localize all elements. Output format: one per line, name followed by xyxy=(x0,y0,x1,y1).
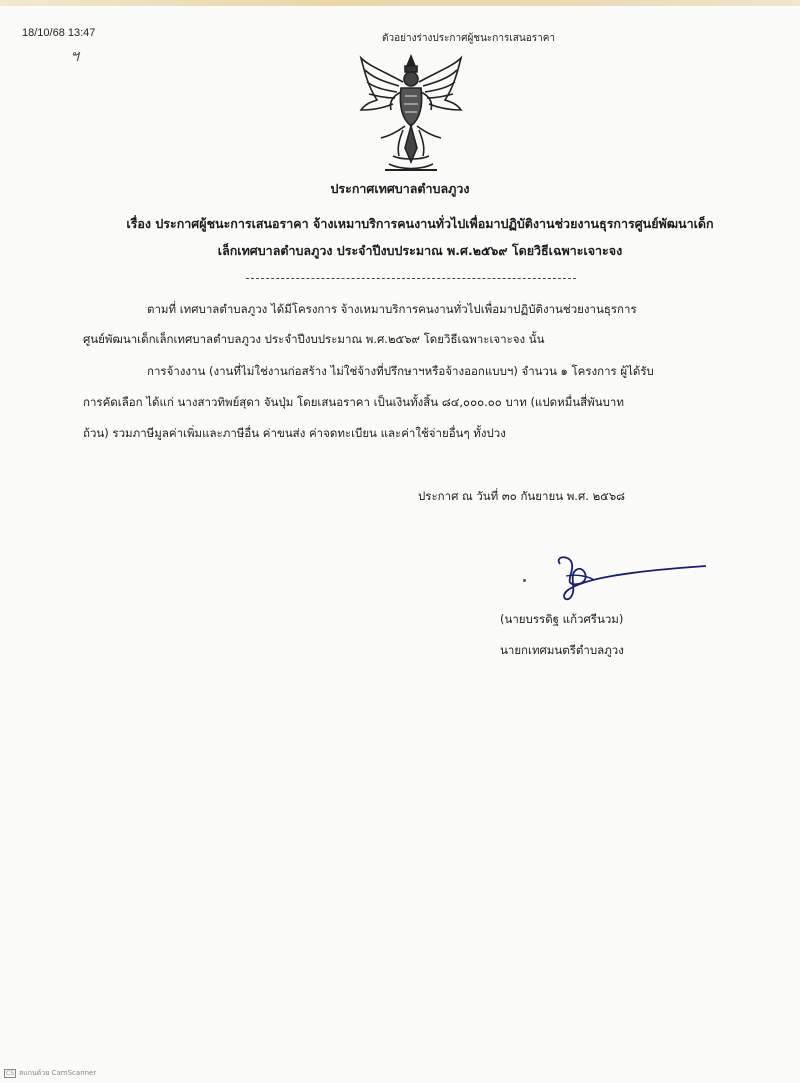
paragraph-2-line-2: การคัดเลือก ได้แก่ นางสาวทิพย์สุดา จันปุ่ม โดยเสนอราคา เป็นเงินทั้งสิ้น ๘๔,๐๐๐.๐๐ บาท (แปดหมื่นสี่พันบาท xyxy=(83,395,624,409)
garuda-emblem-icon xyxy=(355,52,467,174)
scanner-label: สแกนด้วย CamScanner xyxy=(19,1069,97,1077)
announce-date: ประกาศ ณ วันที่ ๓๐ กันยายน พ.ศ. ๒๕๖๘ xyxy=(418,489,626,503)
signature xyxy=(548,552,708,602)
paragraph-2-line-3: ถ้วน) รวมภาษีมูลค่าเพิ่มและภาษีอื่น ค่าขนส่ง ค่าจดทะเบียน และค่าใช้จ่ายอื่นๆ ทั้งปวง xyxy=(83,426,506,440)
signatory-name: (นายบรรดิฐ แก้วศรีนวม) xyxy=(500,612,624,626)
subject-line-1: เรื่อง ประกาศผู้ชนะการเสนอราคา จ้างเหมาบริการคนงานทั่วไปเพื่อมาปฏิบัติงานช่วยงานธุรการศูนย์พัฒนาเด็ก xyxy=(126,216,714,231)
paragraph-2-line-1: การจ้างงาน (งานที่ไม่ใช่งานก่อสร้าง ไม่ใช่จ้างที่ปรึกษาฯหรือจ้างออกแบบฯ) จำนวน ๑ โครงการ ผู้ได้รับ xyxy=(147,364,654,378)
organization-title: ประกาศเทศบาลตำบลภูวง xyxy=(330,181,470,196)
subject-line-2: เล็กเทศบาลตำบลภูวง ประจำปีงบประมาณ พ.ศ.๒๕๖๙ โดยวิธีเฉพาะเจาะจง xyxy=(217,243,623,258)
ink-dot xyxy=(523,579,526,582)
handwritten-mark: ฯ xyxy=(70,46,79,65)
header-note: ตัวอย่างร่างประกาศผู้ชนะการเสนอราคา xyxy=(382,33,555,44)
camscanner-icon: CS xyxy=(6,1070,14,1077)
divider xyxy=(246,278,576,279)
paragraph-1-line-1: ตามที่ เทศบาลตำบลภูวง ได้มีโครงการ จ้างเหมาบริการคนงานทั่วไปเพื่อมาปฏิบัติงานช่วยงานธุรการ xyxy=(147,302,637,316)
paragraph-1-line-2: ศูนย์พัฒนาเด็กเล็กเทศบาลตำบลภูวง ประจำปีงบประมาณ พ.ศ.๒๕๖๙ โดยวิธีเฉพาะเจาะจง นั้น xyxy=(83,332,545,346)
scanner-watermark xyxy=(4,1068,96,1079)
scan-edge xyxy=(0,0,800,6)
signatory-position: นายกเทศมนตรีตำบลภูวง xyxy=(500,643,624,657)
scan-timestamp: 18/10/68 13:47 xyxy=(22,27,96,39)
subject xyxy=(40,210,800,264)
